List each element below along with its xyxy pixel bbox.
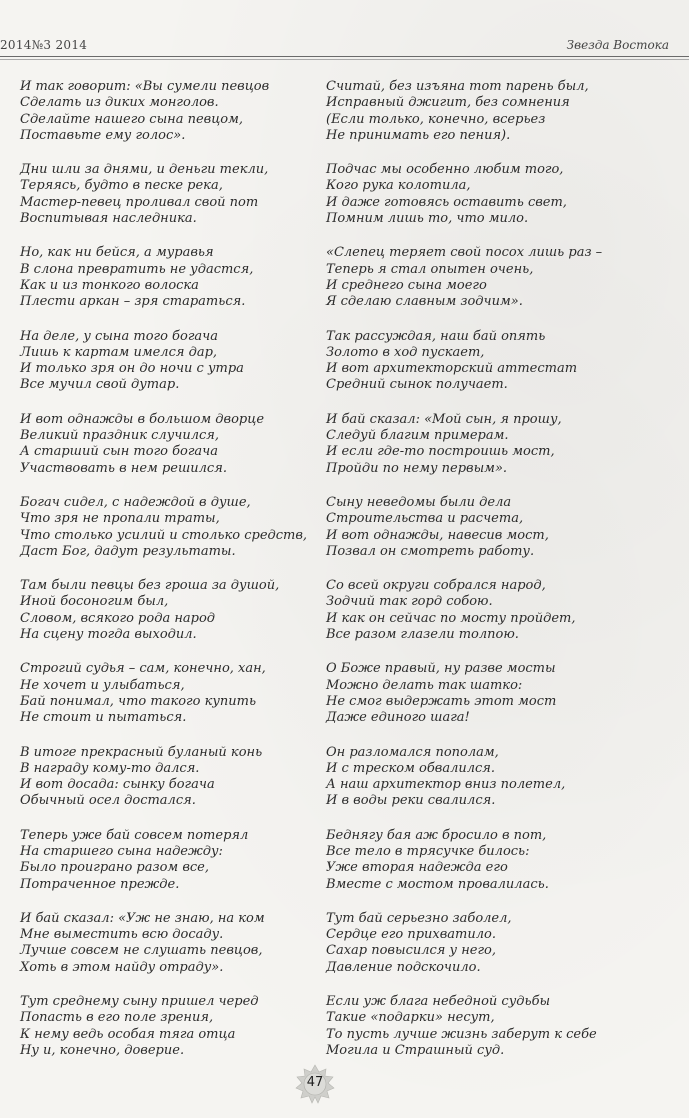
poem-line: Подчас мы особенно любим того, [326, 162, 564, 178]
poem-line: Не смог выдержать этот мост [326, 693, 557, 709]
poem-line: Даже единого шага! [326, 710, 470, 726]
poem-stanza [20, 495, 320, 560]
poem-line: Зодчий так горд собою. [326, 594, 493, 610]
poem-line: О Боже правый, ну разве мосты [326, 661, 556, 677]
poem-line: Лишь к картам имелся дар, [20, 344, 218, 360]
poem-line: Все мучил свой дутар. [20, 377, 180, 393]
poem-line: Не стоит и пытаться. [20, 710, 187, 726]
poem-line: Все тело в трясучке билось: [326, 843, 530, 859]
poem-line: Вместе с мостом провалилась. [326, 876, 549, 892]
poem-stanza [326, 745, 626, 810]
poem-stanza [20, 578, 320, 643]
poem-line: Но, как ни бейся, а муравья [20, 245, 214, 261]
poem-line: И с треском обвалился. [326, 760, 496, 776]
poem-line: Сыну неведомы были дела [326, 494, 512, 510]
poem-line: Исправный джигит, без сомнения [326, 95, 570, 111]
poem-stanza [326, 79, 626, 144]
poem-line: Теперь я стал опытен очень, [326, 261, 534, 277]
journal-title: Звезда Востока [566, 38, 669, 52]
poem-line: Тут среднему сыну пришел черед [20, 994, 259, 1010]
poem-line: Хоть в этом найду отраду». [20, 959, 224, 975]
poem-line: Даст Бог, дадут результаты. [20, 543, 236, 559]
poem-stanza [20, 79, 320, 144]
poem-line: Обычный осел достался. [20, 793, 196, 809]
poem-stanza [20, 994, 320, 1059]
poem-line: Со всей округи собрался народ, [326, 578, 546, 594]
poem-line: (Если только, конечно, всерьез [326, 111, 546, 127]
poem-line: Строительства и расчета, [326, 511, 524, 527]
poem-line: И даже готовясь оставить свет, [326, 194, 567, 210]
poem-stanza [20, 412, 320, 477]
page-number-badge [293, 1064, 337, 1104]
poem-line: И в воды реки свалился. [326, 793, 496, 809]
poem-line: Строгий судья – сам, конечно, хан, [20, 661, 266, 677]
poem-line: Беднягу бая аж бросило в пот, [326, 827, 547, 843]
poem-stanza [326, 994, 626, 1059]
poem-stanza [20, 245, 320, 310]
poem-line: Великий праздник случился, [20, 428, 219, 444]
poem-stanza [326, 412, 626, 477]
poem-line: Дни шли за днями, и деньги текли, [20, 162, 269, 178]
header-divider [0, 56, 689, 57]
poem-line: Позвал он смотреть работу. [326, 543, 535, 559]
poem-line: Бай понимал, что такого купить [20, 693, 257, 709]
poem-line: Золото в ход пускает, [326, 344, 485, 360]
poem-line: А наш архитектор вниз полетел, [326, 777, 566, 793]
poem-line: А старший сын того богача [20, 444, 219, 460]
poem-line: На старшего сына надежду: [20, 843, 223, 859]
poem-stanza [20, 828, 320, 893]
poem-line: На деле, у сына того богача [20, 328, 218, 344]
header-divider-thin [0, 59, 689, 60]
poem-stanza [326, 329, 626, 394]
poem-line: В награду кому-то дался. [20, 760, 200, 776]
poem-line: Сердце его прихватило. [326, 927, 496, 943]
poem-line: Не принимать его пения). [326, 127, 511, 143]
poem-stanza [326, 162, 626, 227]
poem-line: Словом, всякого рода народ [20, 610, 216, 626]
poem-line: Участвовать в нем решился. [20, 460, 227, 476]
page-number: 47 [306, 1075, 324, 1090]
poem-stanza [326, 828, 626, 893]
poem-line: Теряясь, будто в песке река, [20, 178, 223, 194]
poem-line: И как он сейчас по мосту пройдет, [326, 610, 576, 626]
poem-line: Уже вторая надежда его [326, 860, 508, 876]
poem-line: Такие «подарки» несут, [326, 1010, 495, 1026]
poem-line: В итоге прекрасный буланый конь [20, 744, 263, 760]
poem-line: К нему ведь особая тяга отца [20, 1026, 236, 1042]
poem-line: Богач сидел, с надеждой в душе, [20, 494, 251, 510]
poem-line: Воспитывая наследника. [20, 211, 197, 227]
poem-line: И бай сказал: «Уж не знаю, на ком [20, 910, 265, 926]
poem-line: Как и из тонкого волоска [20, 277, 199, 293]
poem-line: Было проиграно разом все, [20, 860, 210, 876]
poem-line: Если уж блага небедной судьбы [326, 994, 551, 1010]
poem-line: Там были певцы без гроша за душой, [20, 578, 280, 594]
issue-number: 2014№3 2014 [0, 38, 88, 52]
poem-stanza [326, 245, 626, 310]
poem-stanza [326, 911, 626, 976]
poem-stanza [20, 911, 320, 976]
poem-line: Мне выместить всю досаду. [20, 927, 224, 943]
poem-line: На сцену тогда выходил. [20, 627, 197, 643]
poem-line: Что зря не пропали траты, [20, 511, 220, 527]
poem-column-left [20, 79, 320, 1077]
poem-line: И бай сказал: «Мой сын, я прошу, [326, 411, 562, 427]
poem-line: Попасть в его поле зрения, [20, 1010, 214, 1026]
poem-stanza [326, 661, 626, 726]
poem-line: Кого рука колотила, [326, 178, 471, 194]
poem-line: Сделать из диких монголов. [20, 95, 219, 111]
poem-line: Так рассуждая, наш бай опять [326, 328, 546, 344]
poem-line: Плести аркан – зря стараться. [20, 294, 246, 310]
poem-line: Не хочет и улыбаться, [20, 677, 185, 693]
poem-line: «Слепец теряет свой посох лишь раз – [326, 245, 603, 261]
poem-stanza [20, 162, 320, 227]
poem-line: И среднего сына моего [326, 277, 487, 293]
poem-line: Следуй благим примерам. [326, 428, 509, 444]
poem-line: И вот однажды в большом дворце [20, 411, 265, 427]
poem-line: Что столько усилий и столько средств, [20, 527, 308, 543]
poem-line: Все разом глазели толпою. [326, 627, 519, 643]
poem-stanza [20, 745, 320, 810]
poem-line: Мастер-певец проливал свой пот [20, 194, 259, 210]
poem-line: Считай, без изъяна тот парень был, [326, 79, 589, 94]
poem-line: То пусть лучше жизнь заберут к себе [326, 1026, 597, 1042]
poem-line: Можно делать так шатко: [326, 677, 523, 693]
poem-line: Ну и, конечно, доверие. [20, 1042, 185, 1058]
poem-line: И если где-то построишь мост, [326, 444, 555, 460]
poem-line: Сахар повысился у него, [326, 943, 496, 959]
poem-line: Иной босоногим был, [20, 594, 169, 610]
poem-line: Он разломался пополам, [326, 744, 499, 760]
poem-stanza [326, 495, 626, 560]
poem-line: Я сделаю славным зодчим». [326, 294, 523, 310]
poem-line: И только зря он до ночи с утра [20, 361, 244, 377]
poem-stanza [326, 578, 626, 643]
running-header [0, 32, 689, 56]
poem-stanza [20, 661, 320, 726]
poem-line: Поставьте ему голос». [20, 127, 186, 143]
poem-line: В слона превратить не удастся, [20, 261, 254, 277]
poem-line: Теперь уже бай совсем потерял [20, 827, 249, 843]
poem-line: И вот досада: сынку богача [20, 777, 215, 793]
poem-line: И так говорит: «Вы сумели певцов [20, 79, 270, 94]
poem-line: Лучше совсем не слушать певцов, [20, 943, 263, 959]
poem-line: Тут бай серьезно заболел, [326, 910, 512, 926]
poem-line: И вот архитекторский аттестат [326, 361, 578, 377]
poem-line: И вот однажды, навесив мост, [326, 527, 549, 543]
poem-line: Давление подскочило. [326, 959, 481, 975]
poem-line: Пройди по нему первым». [326, 460, 508, 476]
poem-stanza [20, 329, 320, 394]
poem-line: Средний сынок получает. [326, 377, 508, 393]
poem-line: Помним лишь то, что мило. [326, 211, 529, 227]
poem-line: Потраченное прежде. [20, 876, 180, 892]
poem-column-right [326, 79, 626, 1077]
poem-line: Могила и Страшный суд. [326, 1042, 505, 1058]
poem-line: Сделайте нашего сына певцом, [20, 111, 244, 127]
